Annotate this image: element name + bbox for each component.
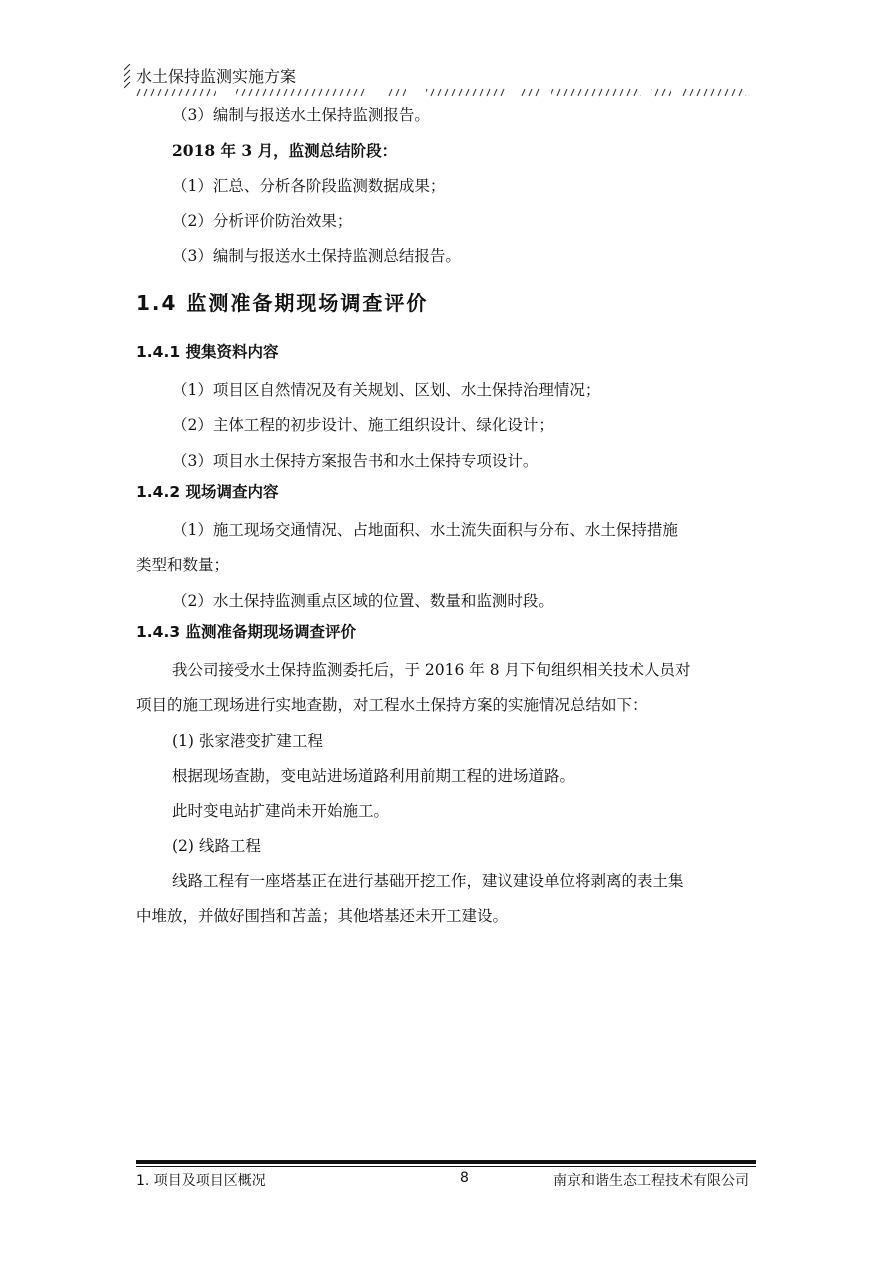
paragraph-line: 根据现场查勘，变电站进场道路利用前期工程的进场道路。 [172, 767, 576, 785]
footer-company: 南京和谐生态工程技术有限公司 [553, 1173, 749, 1189]
subsection-heading-1-4-3: 1.4.3 监测准备期现场调查评价 [136, 623, 357, 641]
footer-chapter: 1. 项目及项目区概况 [136, 1173, 266, 1189]
sub-item-title: (1) 张家港变扩建工程 [172, 732, 323, 750]
list-item: （2）分析评价防治效果； [172, 212, 353, 230]
list-item: （1）项目区自然情况及有关规划、区划、水土保持治理情况； [172, 381, 601, 399]
footer-rule [136, 1160, 756, 1164]
header-title: 水土保持监测实施方案 [136, 67, 297, 86]
paragraph-line: 中堆放，并做好围挡和苫盖；其他塔基还未开工建设。 [136, 907, 509, 925]
page-number: 8 [460, 1170, 469, 1186]
list-item: （3）编制与报送水土保持监测总结报告。 [172, 247, 461, 265]
list-item: （3）项目水土保持方案报告书和水土保持专项设计。 [172, 452, 539, 470]
paragraph-line: （3）编制与报送水土保持监测报告。 [172, 106, 430, 124]
list-item: （1）汇总、分析各阶段监测数据成果； [172, 177, 446, 195]
list-item: （1）施工现场交通情况、占地面积、水土流失面积与分布、水土保持措施 [172, 521, 678, 539]
paragraph-line: 我公司接受水土保持监测委托后，于 2016 年 8 月下旬组织相关技术人员对 [172, 661, 691, 679]
subsection-heading-1-4-2: 1.4.2 现场调查内容 [136, 483, 279, 501]
paragraph-line: 线路工程有一座塔基正在进行基础开挖工作，建议建设单位将剥离的表土集 [172, 872, 684, 890]
sub-item-title: (2) 线路工程 [172, 837, 261, 855]
list-item: （2）主体工程的初步设计、施工组织设计、绿化设计； [172, 416, 554, 434]
paragraph-line: 此时变电站扩建尚未开始施工。 [172, 802, 390, 820]
subsection-heading-1-4-1: 1.4.1 搜集资料内容 [136, 343, 279, 361]
list-item: （2）水土保持监测重点区域的位置、数量和监测时段。 [172, 592, 554, 610]
footer-rule-thin [136, 1166, 756, 1167]
header-decorative-rule [136, 86, 746, 98]
header-hatch-icon [124, 64, 132, 90]
phase-title: 2018 年 3 月，监测总结阶段： [172, 141, 398, 160]
list-item-continuation: 类型和数量； [136, 556, 230, 574]
paragraph-line: 项目的施工现场进行实地查勘，对工程水土保持方案的实施情况总结如下： [136, 696, 648, 714]
section-heading-1-4: 1.4 监测准备期现场调查评价 [136, 291, 429, 315]
